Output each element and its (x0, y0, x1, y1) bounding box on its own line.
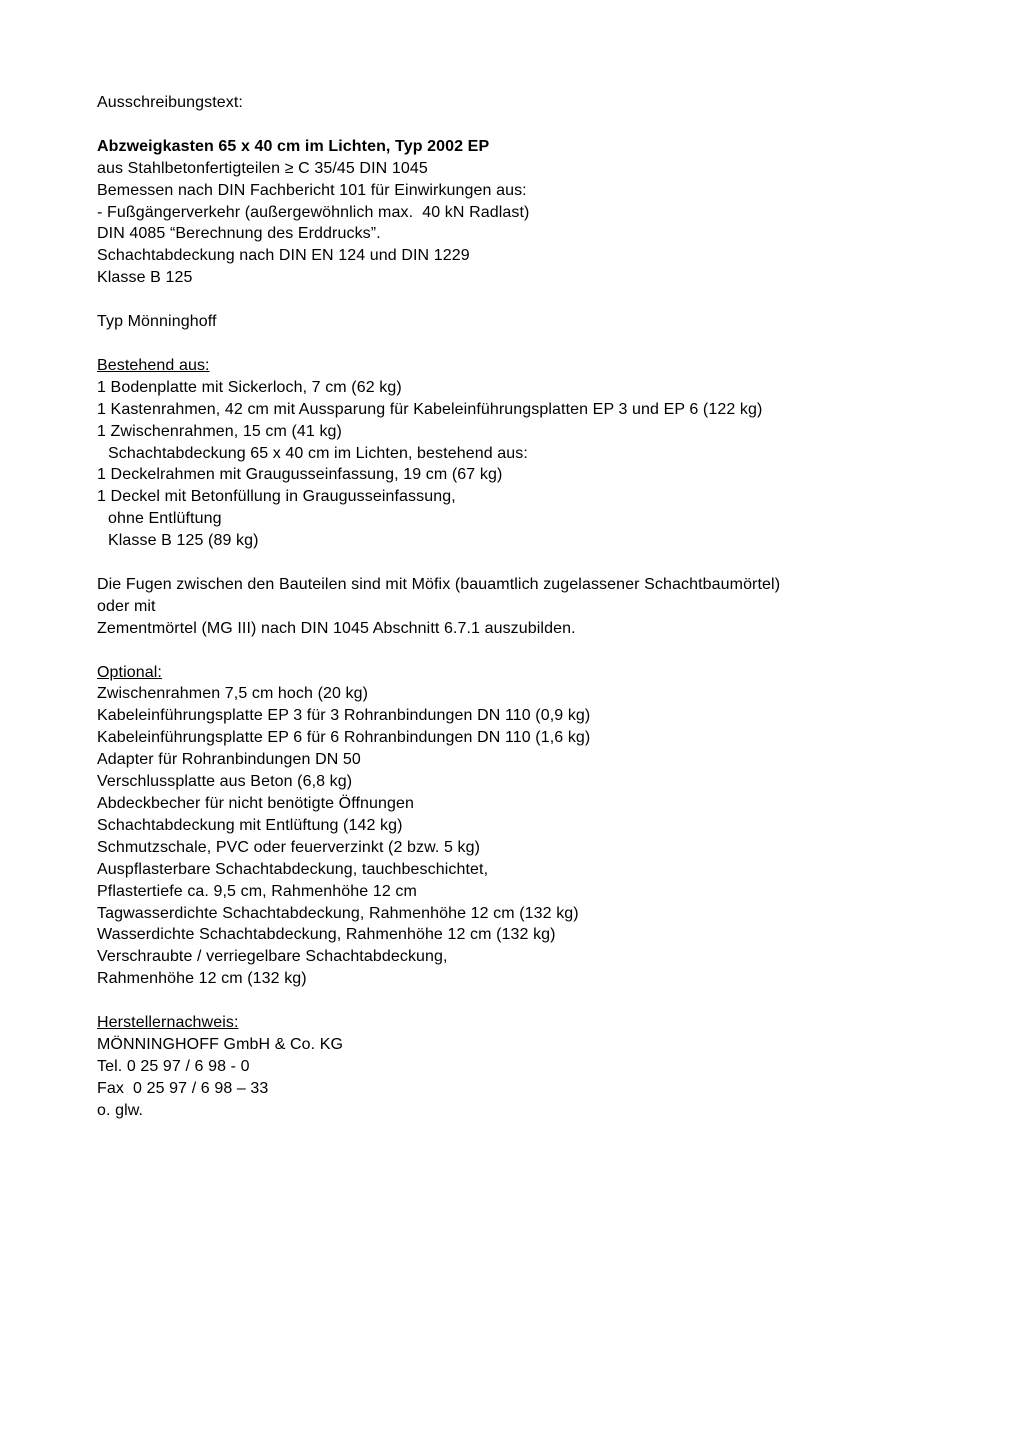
list-item: Adapter für Rohranbindungen DN 50 (97, 751, 361, 769)
list-item: Auspflasterbare Schachtabdeckung, tauchbeschichtet, (97, 860, 489, 878)
doc-line: Schachtabdeckung nach DIN EN 124 und DIN 1229 (97, 247, 470, 265)
list-item: Abdeckbecher für nicht benötigte Öffnungen (97, 795, 415, 812)
list-item: Rahmenhöhe 12 cm (132 kg) (97, 970, 307, 988)
list-item: Wasserdichte Schachtabdeckung, Rahmenhöhe 12 cm (132 kg) (97, 926, 556, 944)
list-item: Schachtabdeckung mit Entlüftung (142 kg) (97, 816, 403, 834)
list-item: Kabeleinführungsplatte EP 6 für 6 Rohranbindungen DN 110 (1,6 kg) (97, 729, 591, 747)
doc-line: Typ Mönninghoff (97, 313, 217, 331)
doc-line: aus Stahlbetonfertigteilen ≥ C 35/45 DIN 1045 (97, 159, 428, 177)
doc-line: Die Fugen zwischen den Bauteilen sind mit Möfix (bauamtlich zugelassener Schachtbaumörtel) (97, 575, 781, 593)
blank-line (97, 552, 937, 574)
blank-line (97, 990, 937, 1012)
list-item: 1 Zwischenrahmen, 15 cm (41 kg) (97, 422, 342, 440)
doc-intro-label: Ausschreibungstext: (97, 94, 243, 111)
blank-line (97, 289, 937, 311)
doc-line: DIN 4085 “Berechnung des Erddrucks”. (97, 225, 381, 243)
list-item: Pflastertiefe ca. 9,5 cm, Rahmenhöhe 12 cm (97, 882, 417, 900)
doc-line: - Fußgängerverkehr (außergewöhnlich max. 40 kN Radlast) (97, 203, 530, 221)
list-item: Tagwasserdichte Schachtabdeckung, Rahmenhöhe 12 cm (132 kg) (97, 904, 579, 922)
list-item: 1 Kastenrahmen, 42 cm mit Aussparung für Kabeleinführungsplatten EP 3 und EP 6 (122 kg) (97, 400, 763, 418)
list-item: Schachtabdeckung 65 x 40 cm im Lichten, bestehend aus: (108, 444, 528, 462)
product-title: Abzweigkasten 65 x 40 cm im Lichten, Typ 2002 EP (97, 137, 490, 155)
phone-number: Tel. 0 25 97 / 6 98 - 0 (97, 1057, 250, 1075)
list-item: Verschraubte / verriegelbare Schachtabdeckung, (97, 948, 448, 966)
list-item: Zwischenrahmen 7,5 cm hoch (20 kg) (97, 685, 369, 703)
list-item: 1 Deckelrahmen mit Graugusseinfassung, 19 cm (67 kg) (97, 466, 503, 484)
list-item: Schmutzschale, PVC oder feuerverzinkt (2 bzw. 5 kg) (97, 838, 481, 856)
blank-line (97, 640, 937, 662)
list-item: ohne Entlüftung (108, 510, 222, 528)
doc-line: Zementmörtel (MG III) nach DIN 1045 Abschnitt 6.7.1 auszubilden. (97, 619, 576, 637)
blank-line (97, 114, 937, 136)
document-text-block (97, 92, 937, 1122)
fax-number: Fax 0 25 97 / 6 98 – 33 (97, 1079, 269, 1097)
doc-line: o. glw. (97, 1101, 144, 1119)
list-item: Kabeleinführungsplatte EP 3 für 3 Rohranbindungen DN 110 (0,9 kg) (97, 707, 591, 725)
blank-line (97, 333, 937, 355)
list-item: Klasse B 125 (89 kg) (108, 532, 259, 550)
list-item: 1 Deckel mit Betonfüllung in Graugusseinfassung, (97, 488, 456, 506)
section-heading-bestehend-aus: Bestehend aus: (97, 356, 210, 374)
list-item: Verschlussplatte aus Beton (6,8 kg) (97, 773, 353, 791)
manufacturer-name: MÖNNINGHOFF GmbH & Co. KG (97, 1035, 344, 1053)
doc-line: Klasse B 125 (97, 269, 193, 287)
section-heading-herstellernachweis: Herstellernachweis: (97, 1014, 239, 1032)
list-item: 1 Bodenplatte mit Sickerloch, 7 cm (62 kg) (97, 378, 402, 396)
doc-line: oder mit (97, 597, 156, 615)
doc-line: Bemessen nach DIN Fachbericht 101 für Einwirkungen aus: (97, 181, 527, 199)
section-heading-optional: Optional: (97, 663, 162, 681)
